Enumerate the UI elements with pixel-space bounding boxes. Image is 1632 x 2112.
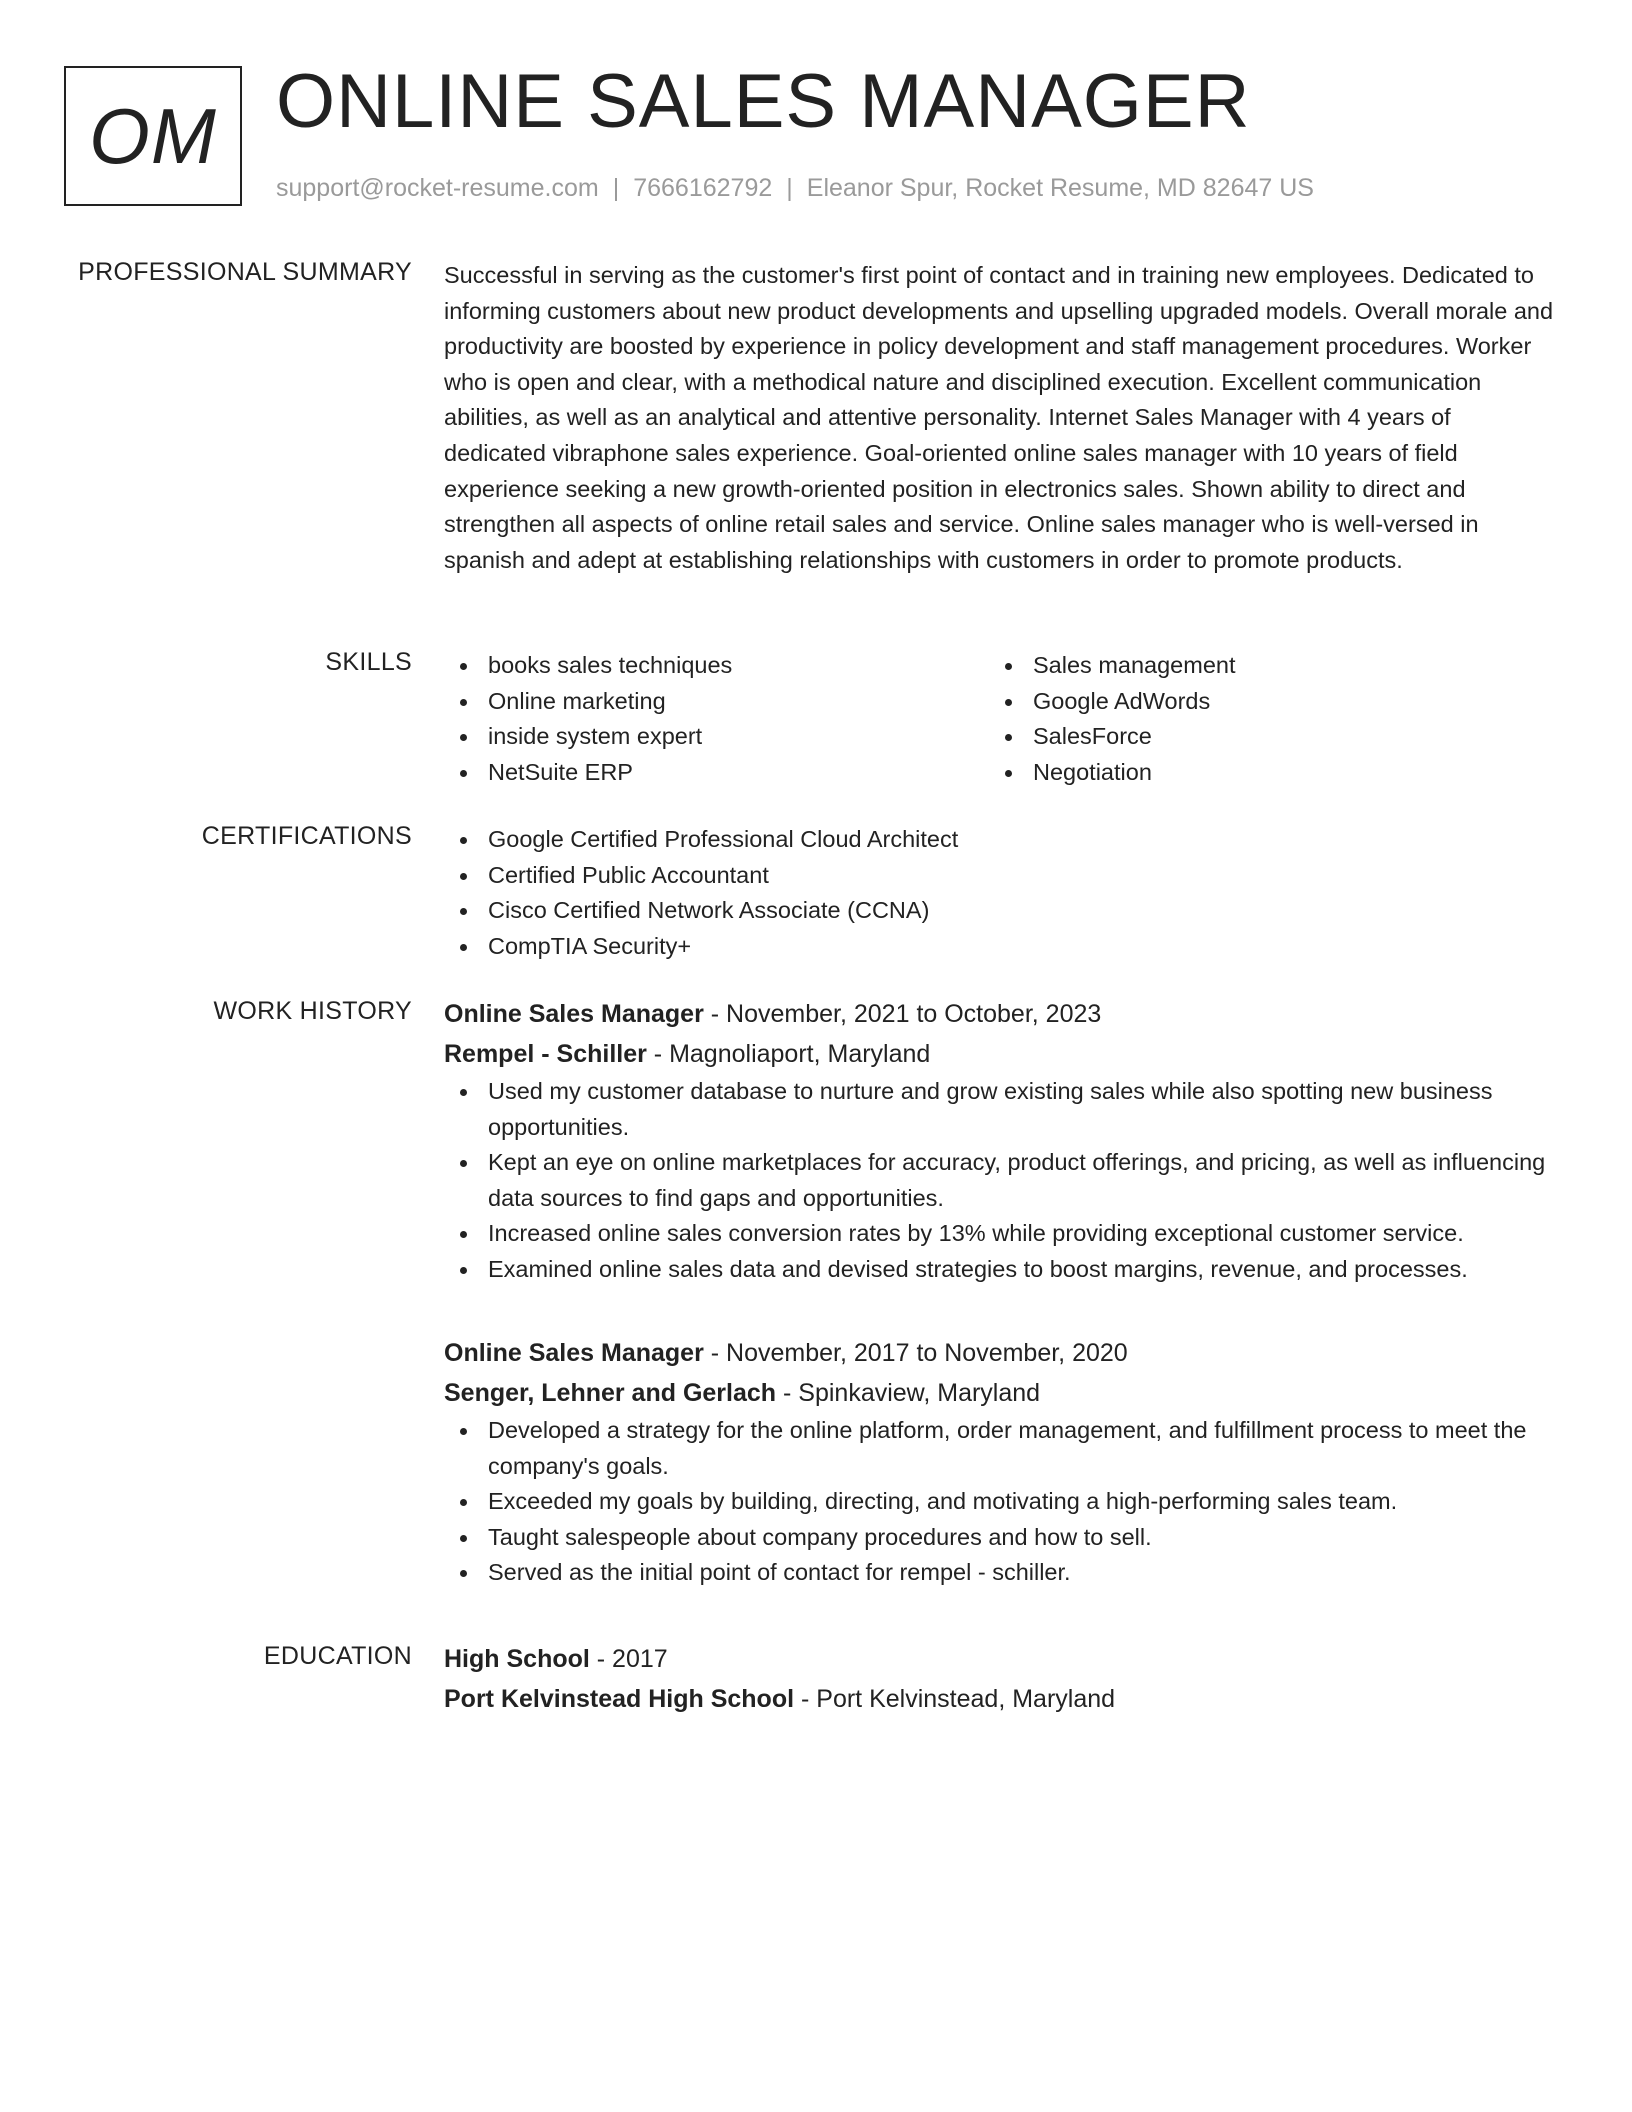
job-bullet: Served as the initial point of contact for rempel - schiller.	[444, 1555, 1556, 1591]
education-school: Port Kelvinstead High School	[444, 1685, 795, 1713]
contact-address: Eleanor Spur, Rocket Resume, MD 82647 US	[806, 174, 1314, 202]
skills-list-left	[444, 648, 989, 790]
skill-item: Online marketing	[444, 684, 989, 720]
certification-item: Cisco Certified Network Associate (CCNA)	[444, 893, 1556, 929]
job-dates: - November, 2021 to October, 2023	[703, 1000, 1102, 1028]
job-bullet: Used my customer database to nurture and grow existing sales while also spotting new business opportunities.	[444, 1074, 1556, 1145]
job-title: Online Sales Manager	[444, 1339, 704, 1367]
education-degree-line	[444, 1639, 1556, 1679]
summary-label: PROFESSIONAL SUMMARY	[78, 258, 412, 286]
skill-item: SalesForce	[989, 719, 1534, 755]
skill-item: books sales techniques	[444, 648, 989, 684]
summary-body	[444, 258, 1556, 578]
contact-phone: 7666162792	[633, 174, 773, 202]
job-company: Senger, Lehner and Gerlach	[444, 1379, 777, 1407]
skills-label: SKILLS	[325, 648, 412, 676]
summary-text: Successful in serving as the customer's first point of contact and in training new employees. Dedicated to informing customers about new product developments and upselling upgraded models. Overall morale and productivity are boosted by experience in policy development and staff management procedures. Worker who is open and clear, with a methodical nature and disciplined execution. Excellent communication abilities, as well as an analytical and attentive personality. Internet Sales Manager with 4 years of dedicated vibraphone sales experience. Goal-oriented online sales manager with 10 years of field experience seeking a new growth-oriented position in electronics sales. Shown ability to direct and strengthen all aspects of online retail sales and service. Online sales manager who is well-versed in spanish and adept at establishing relationships with customers in order to promote products.	[444, 262, 1554, 573]
skill-item: Sales management	[989, 648, 1534, 684]
education-school-line	[444, 1679, 1556, 1719]
skill-item: Google AdWords	[989, 684, 1534, 720]
monogram-logo: OM	[64, 66, 242, 206]
job-bullet: Taught salespeople about company procedures and how to sell.	[444, 1520, 1556, 1556]
contact-separator: |	[612, 174, 620, 202]
education-location: - Port Kelvinstead, Maryland	[794, 1685, 1116, 1713]
resume-title: ONLINE SALES MANAGER	[276, 59, 1251, 144]
job-title-line	[444, 1333, 1556, 1373]
contact-email: support@rocket-resume.com	[276, 174, 599, 202]
education-body	[444, 1639, 1556, 1719]
skill-item: inside system expert	[444, 719, 989, 755]
job-bullet: Increased online sales conversion rates by 13% while providing exceptional customer service.	[444, 1216, 1556, 1252]
contact-line	[276, 174, 1314, 203]
job-location: - Spinkaview, Maryland	[776, 1379, 1041, 1407]
education-year: - 2017	[589, 1645, 668, 1673]
job-title-line	[444, 994, 1556, 1034]
education-degree: High School	[444, 1645, 590, 1673]
certifications-list	[444, 822, 1556, 964]
certifications-body	[444, 822, 1556, 964]
job-entry	[444, 994, 1556, 1288]
job-company-line	[444, 1373, 1556, 1413]
skill-item: NetSuite ERP	[444, 755, 989, 791]
skills-body	[444, 648, 1556, 790]
job-entry	[444, 1333, 1556, 1591]
job-bullets	[444, 1074, 1556, 1288]
skill-item: Negotiation	[989, 755, 1534, 791]
resume-header	[64, 59, 1564, 211]
certification-item: Google Certified Professional Cloud Architect	[444, 822, 1556, 858]
job-bullet: Exceeded my goals by building, directing, and motivating a high-performing sales team.	[444, 1484, 1556, 1520]
certification-item: Certified Public Accountant	[444, 858, 1556, 894]
contact-separator: |	[786, 174, 793, 202]
education-label: EDUCATION	[263, 1642, 412, 1670]
certification-item: CompTIA Security+	[444, 929, 1556, 965]
job-company-line	[444, 1034, 1556, 1074]
job-bullet: Kept an eye on online marketplaces for accuracy, product offerings, and pricing, as well as influencing data sources to find gaps and opportunities.	[444, 1145, 1556, 1216]
job-bullet: Developed a strategy for the online platform, order management, and fulfillment process to meet the company's goals.	[444, 1413, 1556, 1484]
certifications-label: CERTIFICATIONS	[201, 822, 412, 850]
skills-list-right	[989, 648, 1534, 790]
job-location: - Magnoliaport, Maryland	[646, 1040, 931, 1068]
job-title: Online Sales Manager	[444, 1000, 704, 1028]
job-dates: - November, 2017 to November, 2020	[703, 1339, 1128, 1367]
job-bullet: Examined online sales data and devised strategies to boost margins, revenue, and processes.	[444, 1252, 1556, 1288]
work-history-label: WORK HISTORY	[213, 997, 412, 1025]
job-bullets	[444, 1413, 1556, 1591]
job-company: Rempel - Schiller	[444, 1040, 647, 1068]
